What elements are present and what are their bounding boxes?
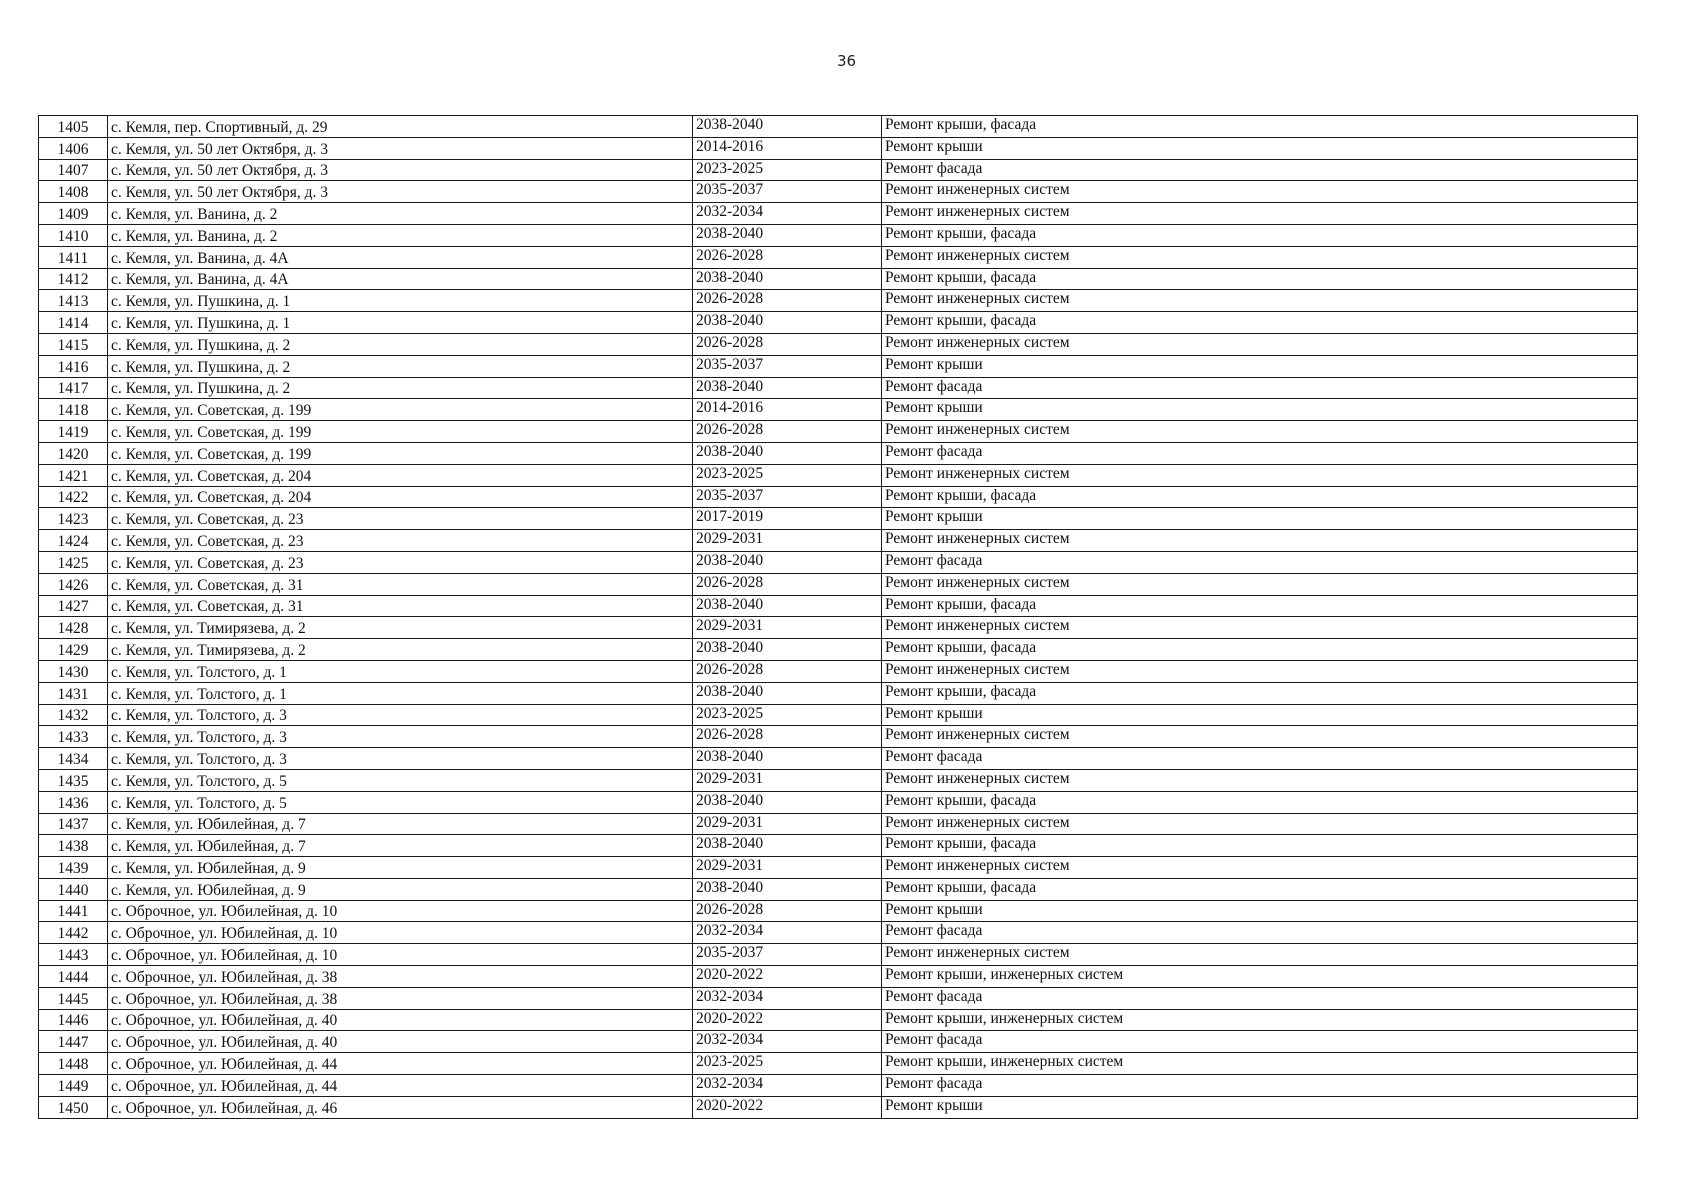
- table-row: [39, 639, 1638, 661]
- row-work-type: Ремонт инженерных систем: [882, 726, 1638, 748]
- row-number: 1421: [39, 464, 108, 486]
- row-work-type: Ремонт крыши, инженерных систем: [882, 1009, 1638, 1031]
- row-number: 1440: [39, 878, 108, 900]
- row-period: 2020-2022: [693, 966, 882, 988]
- row-work-type: Ремонт фасада: [882, 551, 1638, 573]
- table-row: [39, 726, 1638, 748]
- row-period: 2026-2028: [693, 726, 882, 748]
- row-address: с. Кемля, ул. Советская, д. 23: [108, 530, 693, 552]
- row-period: 2026-2028: [693, 290, 882, 312]
- table-row: [39, 682, 1638, 704]
- table-row: [39, 878, 1638, 900]
- row-number: 1427: [39, 595, 108, 617]
- row-address: с. Кемля, ул. Советская, д. 204: [108, 464, 693, 486]
- row-work-type: Ремонт крыши, фасада: [882, 791, 1638, 813]
- row-number: 1449: [39, 1075, 108, 1097]
- row-number: 1423: [39, 508, 108, 530]
- row-address: с. Оброчное, ул. Юбилейная, д. 44: [108, 1053, 693, 1075]
- table-row: [39, 551, 1638, 573]
- row-address: с. Кемля, ул. 50 лет Октября, д. 3: [108, 159, 693, 181]
- table-row: [39, 399, 1638, 421]
- row-number: 1415: [39, 333, 108, 355]
- row-work-type: Ремонт фасада: [882, 987, 1638, 1009]
- row-work-type: Ремонт крыши, инженерных систем: [882, 1053, 1638, 1075]
- table-row: [39, 573, 1638, 595]
- row-period: 2032-2034: [693, 987, 882, 1009]
- table-row: [39, 1031, 1638, 1053]
- table-row: [39, 224, 1638, 246]
- row-period: 2038-2040: [693, 377, 882, 399]
- table-row: [39, 1096, 1638, 1118]
- row-number: 1444: [39, 966, 108, 988]
- row-work-type: Ремонт инженерных систем: [882, 464, 1638, 486]
- row-number: 1430: [39, 660, 108, 682]
- row-address: с. Кемля, ул. Толстого, д. 3: [108, 748, 693, 770]
- table-row: [39, 421, 1638, 443]
- row-address: с. Кемля, ул. Пушкина, д. 2: [108, 333, 693, 355]
- row-period: 2035-2037: [693, 944, 882, 966]
- row-period: 2023-2025: [693, 464, 882, 486]
- row-address: с. Кемля, ул. Пушкина, д. 2: [108, 377, 693, 399]
- row-period: 2038-2040: [693, 116, 882, 138]
- row-number: 1447: [39, 1031, 108, 1053]
- row-period: 2023-2025: [693, 1053, 882, 1075]
- row-address: с. Кемля, ул. Ванина, д. 2: [108, 224, 693, 246]
- row-period: 2038-2040: [693, 268, 882, 290]
- row-period: 2026-2028: [693, 660, 882, 682]
- row-address: с. Кемля, ул. Толстого, д. 3: [108, 704, 693, 726]
- row-period: 2026-2028: [693, 900, 882, 922]
- table-row: [39, 1053, 1638, 1075]
- row-address: с. Кемля, ул. Пушкина, д. 1: [108, 312, 693, 334]
- table-row: [39, 617, 1638, 639]
- row-number: 1436: [39, 791, 108, 813]
- row-address: с. Кемля, ул. Ванина, д. 4А: [108, 268, 693, 290]
- table-row: [39, 268, 1638, 290]
- row-work-type: Ремонт инженерных систем: [882, 530, 1638, 552]
- row-work-type: Ремонт инженерных систем: [882, 857, 1638, 879]
- row-address: с. Оброчное, ул. Юбилейная, д. 10: [108, 944, 693, 966]
- row-work-type: Ремонт крыши: [882, 704, 1638, 726]
- row-period: 2038-2040: [693, 595, 882, 617]
- table-row: [39, 246, 1638, 268]
- table-row: [39, 116, 1638, 138]
- table-row: [39, 966, 1638, 988]
- row-number: 1413: [39, 290, 108, 312]
- row-work-type: Ремонт крыши, фасада: [882, 312, 1638, 334]
- row-period: 2029-2031: [693, 530, 882, 552]
- row-number: 1411: [39, 246, 108, 268]
- row-work-type: Ремонт крыши, фасада: [882, 486, 1638, 508]
- table-row: [39, 442, 1638, 464]
- table-row: [39, 203, 1638, 225]
- table-row: [39, 508, 1638, 530]
- row-work-type: Ремонт крыши: [882, 399, 1638, 421]
- row-period: 2014-2016: [693, 399, 882, 421]
- row-number: 1438: [39, 835, 108, 857]
- row-work-type: Ремонт инженерных систем: [882, 181, 1638, 203]
- table-row: [39, 159, 1638, 181]
- row-number: 1422: [39, 486, 108, 508]
- row-address: с. Оброчное, ул. Юбилейная, д. 46: [108, 1096, 693, 1118]
- table-row: [39, 857, 1638, 879]
- row-work-type: Ремонт крыши: [882, 508, 1638, 530]
- table-row: [39, 987, 1638, 1009]
- table-row: [39, 704, 1638, 726]
- row-address: с. Оброчное, ул. Юбилейная, д. 38: [108, 987, 693, 1009]
- table-row: [39, 791, 1638, 813]
- row-period: 2038-2040: [693, 442, 882, 464]
- row-period: 2032-2034: [693, 1075, 882, 1097]
- table-row: [39, 835, 1638, 857]
- row-period: 2029-2031: [693, 769, 882, 791]
- row-address: с. Оброчное, ул. Юбилейная, д. 40: [108, 1031, 693, 1053]
- row-address: с. Кемля, ул. Юбилейная, д. 9: [108, 857, 693, 879]
- row-number: 1435: [39, 769, 108, 791]
- row-number: 1443: [39, 944, 108, 966]
- row-period: 2017-2019: [693, 508, 882, 530]
- row-work-type: Ремонт инженерных систем: [882, 660, 1638, 682]
- row-address: с. Кемля, ул. Юбилейная, д. 7: [108, 813, 693, 835]
- row-number: 1419: [39, 421, 108, 443]
- row-number: 1445: [39, 987, 108, 1009]
- row-period: 2026-2028: [693, 421, 882, 443]
- row-address: с. Кемля, ул. Советская, д. 199: [108, 442, 693, 464]
- row-period: 2035-2037: [693, 486, 882, 508]
- row-number: 1434: [39, 748, 108, 770]
- row-address: с. Оброчное, ул. Юбилейная, д. 44: [108, 1075, 693, 1097]
- row-work-type: Ремонт крыши: [882, 137, 1638, 159]
- table-row: [39, 290, 1638, 312]
- row-work-type: Ремонт инженерных систем: [882, 246, 1638, 268]
- row-work-type: Ремонт фасада: [882, 1031, 1638, 1053]
- row-period: 2026-2028: [693, 333, 882, 355]
- row-work-type: Ремонт крыши, фасада: [882, 639, 1638, 661]
- table-row: [39, 530, 1638, 552]
- row-period: 2014-2016: [693, 137, 882, 159]
- table-row: [39, 922, 1638, 944]
- row-work-type: Ремонт инженерных систем: [882, 290, 1638, 312]
- row-address: с. Кемля, ул. Советская, д. 199: [108, 399, 693, 421]
- row-period: 2026-2028: [693, 246, 882, 268]
- row-address: с. Оброчное, ул. Юбилейная, д. 40: [108, 1009, 693, 1031]
- row-address: с. Оброчное, ул. Юбилейная, д. 38: [108, 966, 693, 988]
- row-number: 1425: [39, 551, 108, 573]
- row-period: 2038-2040: [693, 682, 882, 704]
- row-work-type: Ремонт инженерных систем: [882, 573, 1638, 595]
- table-row: [39, 1009, 1638, 1031]
- row-address: с. Кемля, ул. Толстого, д. 5: [108, 769, 693, 791]
- row-number: 1432: [39, 704, 108, 726]
- table-body: [39, 116, 1638, 1119]
- row-number: 1414: [39, 312, 108, 334]
- row-work-type: Ремонт крыши: [882, 1096, 1638, 1118]
- row-address: с. Кемля, ул. Советская, д. 23: [108, 551, 693, 573]
- row-number: 1410: [39, 224, 108, 246]
- table-row: [39, 769, 1638, 791]
- row-address: с. Кемля, ул. Тимирязева, д. 2: [108, 639, 693, 661]
- row-address: с. Кемля, ул. Пушкина, д. 2: [108, 355, 693, 377]
- row-period: 2038-2040: [693, 312, 882, 334]
- row-period: 2029-2031: [693, 857, 882, 879]
- row-number: 1439: [39, 857, 108, 879]
- row-work-type: Ремонт крыши: [882, 900, 1638, 922]
- table-row: [39, 333, 1638, 355]
- row-period: 2038-2040: [693, 639, 882, 661]
- row-address: с. Кемля, ул. Тимирязева, д. 2: [108, 617, 693, 639]
- row-work-type: Ремонт инженерных систем: [882, 421, 1638, 443]
- row-address: с. Кемля, ул. 50 лет Октября, д. 3: [108, 137, 693, 159]
- row-address: с. Кемля, ул. Пушкина, д. 1: [108, 290, 693, 312]
- row-number: 1428: [39, 617, 108, 639]
- row-work-type: Ремонт крыши, инженерных систем: [882, 966, 1638, 988]
- row-period: 2038-2040: [693, 224, 882, 246]
- row-work-type: Ремонт крыши, фасада: [882, 682, 1638, 704]
- row-work-type: Ремонт крыши, фасада: [882, 268, 1638, 290]
- row-work-type: Ремонт фасада: [882, 1075, 1638, 1097]
- row-work-type: Ремонт крыши: [882, 355, 1638, 377]
- row-number: 1450: [39, 1096, 108, 1118]
- table-row: [39, 748, 1638, 770]
- row-number: 1448: [39, 1053, 108, 1075]
- row-address: с. Кемля, ул. Советская, д. 31: [108, 595, 693, 617]
- row-period: 2035-2037: [693, 181, 882, 203]
- row-work-type: Ремонт крыши, фасада: [882, 835, 1638, 857]
- row-work-type: Ремонт инженерных систем: [882, 944, 1638, 966]
- table-row: [39, 181, 1638, 203]
- row-address: с. Кемля, ул. Толстого, д. 1: [108, 682, 693, 704]
- row-address: с. Кемля, ул. Советская, д. 23: [108, 508, 693, 530]
- row-period: 2029-2031: [693, 617, 882, 639]
- row-work-type: Ремонт фасада: [882, 377, 1638, 399]
- row-period: 2038-2040: [693, 551, 882, 573]
- row-work-type: Ремонт фасада: [882, 159, 1638, 181]
- row-address: с. Кемля, ул. Советская, д. 31: [108, 573, 693, 595]
- row-address: с. Кемля, ул. Толстого, д. 1: [108, 660, 693, 682]
- row-address: с. Кемля, ул. Юбилейная, д. 9: [108, 878, 693, 900]
- row-period: 2038-2040: [693, 878, 882, 900]
- row-number: 1426: [39, 573, 108, 595]
- row-work-type: Ремонт фасада: [882, 748, 1638, 770]
- row-work-type: Ремонт инженерных систем: [882, 813, 1638, 835]
- row-period: 2020-2022: [693, 1096, 882, 1118]
- row-address: с. Кемля, ул. Ванина, д. 4А: [108, 246, 693, 268]
- row-address: с. Кемля, пер. Спортивный, д. 29: [108, 116, 693, 138]
- table-row: [39, 660, 1638, 682]
- row-work-type: Ремонт инженерных систем: [882, 333, 1638, 355]
- row-period: 2038-2040: [693, 791, 882, 813]
- row-period: 2032-2034: [693, 1031, 882, 1053]
- row-number: 1412: [39, 268, 108, 290]
- row-work-type: Ремонт фасада: [882, 442, 1638, 464]
- row-address: с. Кемля, ул. Толстого, д. 5: [108, 791, 693, 813]
- row-number: 1429: [39, 639, 108, 661]
- row-period: 2035-2037: [693, 355, 882, 377]
- row-number: 1441: [39, 900, 108, 922]
- row-number: 1416: [39, 355, 108, 377]
- row-work-type: Ремонт инженерных систем: [882, 769, 1638, 791]
- table-row: [39, 813, 1638, 835]
- row-address: с. Кемля, ул. Советская, д. 204: [108, 486, 693, 508]
- row-work-type: Ремонт фасада: [882, 922, 1638, 944]
- row-address: с. Кемля, ул. Толстого, д. 3: [108, 726, 693, 748]
- table-row: [39, 486, 1638, 508]
- row-address: с. Кемля, ул. Советская, д. 199: [108, 421, 693, 443]
- row-address: с. Кемля, ул. Юбилейная, д. 7: [108, 835, 693, 857]
- row-period: 2029-2031: [693, 813, 882, 835]
- table-row: [39, 312, 1638, 334]
- table-row: [39, 1075, 1638, 1097]
- table-row: [39, 355, 1638, 377]
- row-period: 2023-2025: [693, 159, 882, 181]
- row-number: 1433: [39, 726, 108, 748]
- page-number: 36: [836, 52, 857, 70]
- row-number: 1437: [39, 813, 108, 835]
- row-work-type: Ремонт инженерных систем: [882, 617, 1638, 639]
- row-period: 2032-2034: [693, 922, 882, 944]
- table-row: [39, 137, 1638, 159]
- row-work-type: Ремонт крыши, фасада: [882, 878, 1638, 900]
- row-work-type: Ремонт инженерных систем: [882, 203, 1638, 225]
- row-work-type: Ремонт крыши, фасада: [882, 116, 1638, 138]
- row-number: 1424: [39, 530, 108, 552]
- row-number: 1409: [39, 203, 108, 225]
- row-number: 1417: [39, 377, 108, 399]
- row-period: 2020-2022: [693, 1009, 882, 1031]
- row-period: 2038-2040: [693, 835, 882, 857]
- row-address: с. Оброчное, ул. Юбилейная, д. 10: [108, 900, 693, 922]
- row-number: 1405: [39, 116, 108, 138]
- table-row: [39, 900, 1638, 922]
- row-work-type: Ремонт крыши, фасада: [882, 224, 1638, 246]
- row-period: 2026-2028: [693, 573, 882, 595]
- table-row: [39, 595, 1638, 617]
- row-address: с. Кемля, ул. Ванина, д. 2: [108, 203, 693, 225]
- repair-schedule-table: [38, 115, 1638, 1119]
- row-period: 2038-2040: [693, 748, 882, 770]
- row-period: 2023-2025: [693, 704, 882, 726]
- row-address: с. Оброчное, ул. Юбилейная, д. 10: [108, 922, 693, 944]
- row-number: 1408: [39, 181, 108, 203]
- row-number: 1406: [39, 137, 108, 159]
- row-number: 1407: [39, 159, 108, 181]
- table-row: [39, 464, 1638, 486]
- row-number: 1418: [39, 399, 108, 421]
- table-row: [39, 944, 1638, 966]
- row-period: 2032-2034: [693, 203, 882, 225]
- row-work-type: Ремонт крыши, фасада: [882, 595, 1638, 617]
- row-number: 1446: [39, 1009, 108, 1031]
- row-number: 1431: [39, 682, 108, 704]
- row-address: с. Кемля, ул. 50 лет Октября, д. 3: [108, 181, 693, 203]
- table-row: [39, 377, 1638, 399]
- row-number: 1442: [39, 922, 108, 944]
- row-number: 1420: [39, 442, 108, 464]
